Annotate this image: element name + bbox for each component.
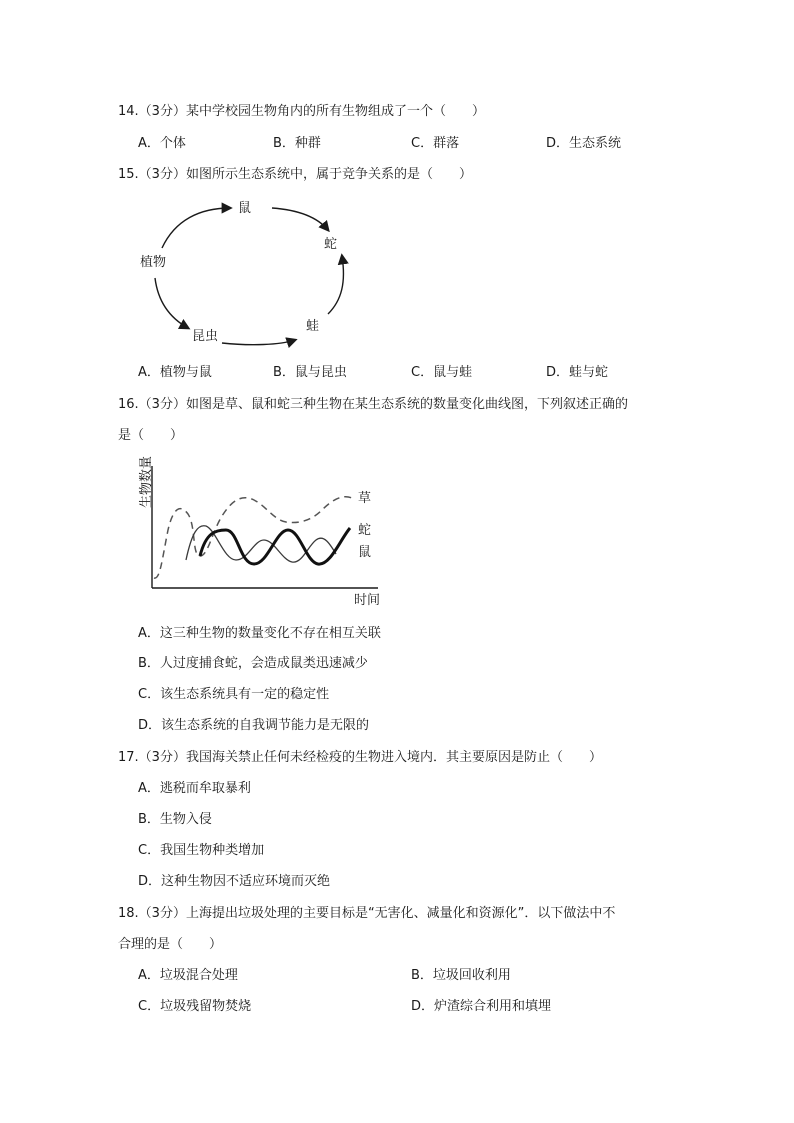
question-17-option-a[interactable]: A．逃税而牟取暴利 — [138, 781, 251, 796]
question-17-option-c[interactable]: C．我国生物种类增加 — [138, 843, 265, 858]
food-web-diagram — [130, 190, 370, 355]
curve-mouse — [186, 526, 336, 562]
node-mouse: 鼠 — [238, 201, 252, 216]
question-16-stem-line-1: 16.（3分）如图是草、鼠和蛇三种生物在某生态系统的数量变化曲线图，下列叙述正确的 — [118, 397, 628, 412]
curve-grass — [154, 497, 352, 578]
question-18-option-d[interactable]: D．炉渣综合利用和填埋 — [411, 999, 552, 1014]
arrow-plant-to-insect — [155, 278, 188, 328]
node-frog: 蛙 — [306, 319, 320, 334]
question-15-option-b[interactable]: B．鼠与昆虫 — [273, 365, 347, 380]
arrow-frog-to-snake — [328, 256, 343, 314]
question-16-option-a[interactable]: A．这三种生物的数量变化不存在相互关联 — [138, 626, 381, 641]
question-14-option-c[interactable]: C．群落 — [411, 136, 460, 151]
legend-snake: 蛇 — [358, 523, 372, 538]
legend-grass: 草 — [358, 491, 372, 506]
question-15-option-a[interactable]: A．植物与鼠 — [138, 365, 212, 380]
arrow-mouse-to-snake — [272, 208, 328, 230]
arrow-plant-to-mouse — [162, 208, 230, 248]
question-18-option-b[interactable]: B．垃圾回收利用 — [411, 968, 511, 983]
arrow-insect-to-frog — [222, 340, 295, 345]
question-14-option-b[interactable]: B．种群 — [273, 136, 321, 151]
node-plant: 植物 — [140, 255, 167, 270]
question-16-option-b[interactable]: B．人过度捕食蛇，会造成鼠类迅速减少 — [138, 656, 368, 671]
question-18-option-c[interactable]: C．垃圾残留物焚烧 — [138, 999, 252, 1014]
question-16-option-d[interactable]: D．该生态系统的自我调节能力是无限的 — [138, 718, 370, 733]
question-14-option-d[interactable]: D．生态系统 — [546, 136, 622, 151]
question-17-option-d[interactable]: D．这种生物因不适应环境而灭绝 — [138, 874, 331, 889]
population-graph — [136, 455, 386, 610]
legend-mouse: 鼠 — [358, 545, 372, 560]
question-15-option-d[interactable]: D．蛙与蛇 — [546, 365, 609, 380]
question-18-option-a[interactable]: A．垃圾混合处理 — [138, 968, 238, 983]
question-15-stem: 15.（3分）如图所示生态系统中，属于竞争关系的是（ ） — [118, 167, 472, 182]
question-16-option-c[interactable]: C．该生态系统具有一定的稳定性 — [138, 687, 330, 702]
question-18-stem-line-2: 合理的是（ ） — [118, 937, 223, 952]
question-14-option-a[interactable]: A．个体 — [138, 136, 186, 151]
question-18-stem-line-1: 18.（3分）上海提出垃圾处理的主要目标是“无害化、减量化和资源化”．以下做法中不 — [118, 906, 616, 921]
question-17-stem: 17.（3分）我国海关禁止任何未经检疫的生物进入境内．其主要原因是防止（ ） — [118, 750, 602, 765]
question-16-stem-line-2: 是（ ） — [118, 428, 184, 443]
question-15-option-c[interactable]: C．鼠与蛙 — [411, 365, 473, 380]
svg-text:生物数量: 生物数量 — [139, 455, 154, 508]
graph-x-axis-label: 时间 — [354, 593, 381, 608]
node-insect: 昆虫 — [192, 329, 219, 344]
node-snake: 蛇 — [324, 237, 338, 252]
question-17-option-b[interactable]: B．生物入侵 — [138, 812, 212, 827]
question-14-stem: 14.（3分）某中学校园生物角内的所有生物组成了一个（ ） — [118, 104, 485, 119]
